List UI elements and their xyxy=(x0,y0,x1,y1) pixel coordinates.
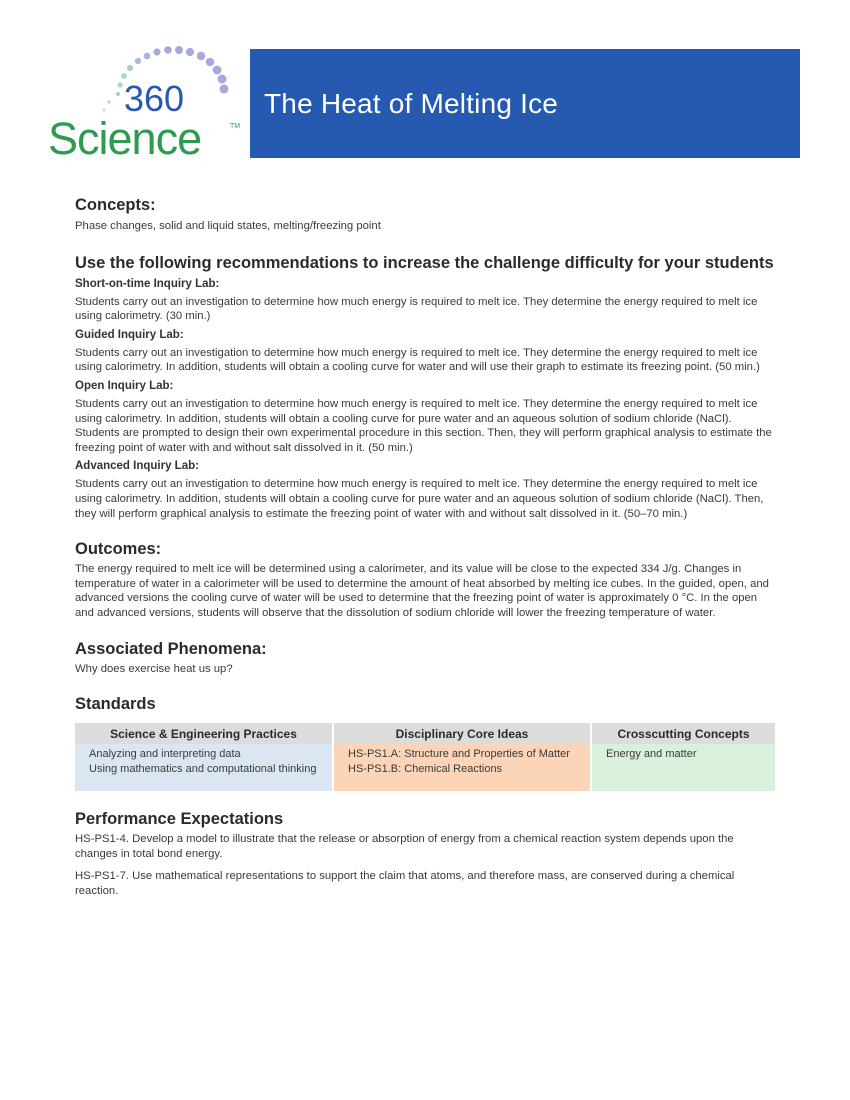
lab-open xyxy=(75,379,775,455)
sep-item: Analyzing and interpreting data xyxy=(89,748,241,761)
outcomes-text: The energy required to melt ice will be determined using a calorimeter, and its value will be close to the expected 334 J/g. Changes in temperature of water in a calorimeter will be used to determine the amount of heat absorbed by melting ice cubes. In the guided, open, and advanced versions the cooling curve of water will be used to determine that the freezing point of water is approximately 0 °C. In the open and advanced versions, students will observe that the dissolution of sodium chloride will lower the freezing temperature of water. xyxy=(75,563,769,619)
lab-guided xyxy=(75,328,775,375)
lab-description: Students carry out an investigation to determine how much energy is required to melt ice. They determine the energy required to melt ice using calorimetry. In addition, students will obtain a cooling curve for pure water and an aqueous solution of sodium chloride (NaCl). Then, they will perform graphical analysis to estimate the freezing point of water with and without salt dissolved in it. (50–70 min.) xyxy=(75,478,764,520)
lab-title: Open Inquiry Lab: xyxy=(75,379,174,392)
phenomena-section xyxy=(75,640,775,677)
ccc-cell xyxy=(591,744,775,791)
logo-word: Science xyxy=(48,113,202,160)
logo-trademark: TM xyxy=(230,123,241,130)
recommendations-heading: Use the following recommendations to increase the challenge difficulty for your students xyxy=(75,253,774,272)
sep-cell xyxy=(75,744,333,791)
sep-item: Using mathematics and computational thinking xyxy=(89,763,317,776)
lab-title: Advanced Inquiry Lab: xyxy=(75,460,199,473)
lab-short-on-time xyxy=(75,277,775,324)
performance-heading: Performance Expectations xyxy=(75,810,284,829)
dci-item: HS-PS1.A: Structure and Properties of Matter xyxy=(348,748,570,761)
lab-advanced xyxy=(75,459,775,521)
360-science-logo xyxy=(46,44,246,160)
title-banner xyxy=(250,49,800,158)
dci-cell xyxy=(333,744,591,791)
document-body xyxy=(75,196,775,898)
dci-item: HS-PS1.B: Chemical Reactions xyxy=(348,763,503,776)
outcomes-heading: Outcomes: xyxy=(75,540,162,559)
lab-description: Students carry out an investigation to determine how much energy is required to melt ice. They determine the energy required to melt ice using calorimetry. In addition, students will obtain a cooling curve for pure water and an aqueous solution of sodium chloride (NaCl). Students are prompted to design their own experimental procedure in this section. Then, they will perform graphical analysis to estimate the freezing point of water with and without salt dissolved in it. (50 min.) xyxy=(75,397,772,454)
page-title: The Heat of Melting Ice xyxy=(264,87,559,119)
recommendations-section xyxy=(75,254,775,522)
standards-row xyxy=(75,744,775,791)
performance-item: HS-PS1-4. Develop a model to illustrate that the release or absorption of energy from a chemical reaction system depends upon the changes in total bond energy. xyxy=(75,833,734,860)
lab-description: Students carry out an investigation to determine how much energy is required to melt ice. They determine the energy required to melt ice using calorimetry. (30 min.) xyxy=(75,295,758,323)
ccc-item: Energy and matter xyxy=(606,748,697,761)
standards-section xyxy=(75,695,775,791)
lab-description: Students carry out an investigation to determine how much energy is required to melt ice. They determine the energy required to melt ice using calorimetry. In addition, students will obtain a cooling curve for water and will use their graph to estimate its freezing point. (50 min.) xyxy=(75,346,760,374)
concepts-section xyxy=(75,196,775,234)
standards-header-row xyxy=(75,723,775,744)
performance-item: HS-PS1-7. Use mathematical representations to support the claim that atoms, and therefore mass, are conserved during a chemical reaction. xyxy=(75,870,735,897)
phenomena-text: Why does exercise heat us up? xyxy=(75,662,233,675)
phenomena-heading: Associated Phenomena: xyxy=(75,639,267,658)
logo-number: 360 xyxy=(124,78,185,119)
lab-title: Guided Inquiry Lab: xyxy=(75,328,184,341)
standards-table xyxy=(75,723,775,791)
sep-column-header: Science & Engineering Practices xyxy=(75,723,333,744)
concepts-text: Phase changes, solid and liquid states, melting/freezing point xyxy=(75,220,381,232)
ccc-column-header: Crosscutting Concepts xyxy=(591,723,775,744)
outcomes-section xyxy=(75,540,775,620)
standards-heading: Standards xyxy=(75,695,156,714)
performance-expectations-section xyxy=(75,810,775,898)
concepts-heading: Concepts: xyxy=(75,196,156,214)
dci-column-header: Disciplinary Core Ideas xyxy=(333,723,591,744)
lab-title: Short-on-time Inquiry Lab: xyxy=(75,277,220,290)
